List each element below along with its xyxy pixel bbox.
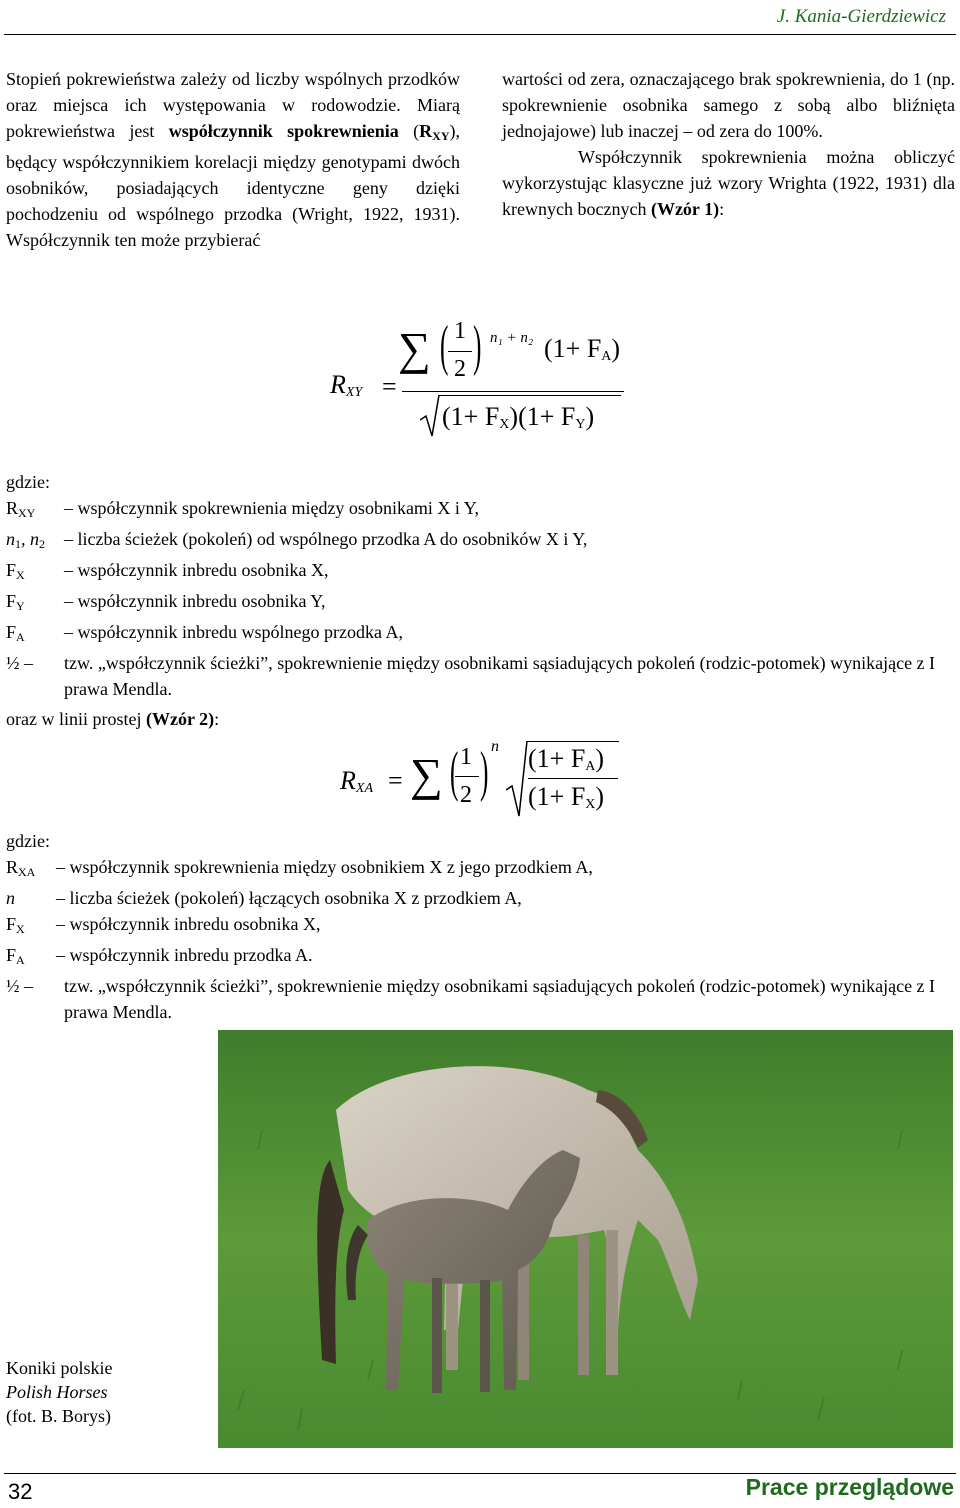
defs2-row-half: ½ – tzw. „współczynnik ścieżki”, spokrewnienie między osobnikami sąsiadujących pokoleń (rodzic-potomek) wynikające z I prawa Mendla. (6, 976, 936, 1022)
defs2-row-n: n – liczba ścieżek (pokoleń) łączących osobnika X z przodkiem A, (6, 888, 522, 908)
left-text-post: ), będący współczynnikiem korelacji między genotypami dwóch osobników, posiadających identyczne geny dzięki pochodzeniu od wspólnego przodka (Wright, 1922, 1931). Współczynnik ten może przybierać (6, 121, 461, 250)
f2-sqrt-icon (506, 740, 528, 818)
right-column (502, 66, 955, 222)
caption-line-1: Koniki polskie (6, 1358, 113, 1378)
section-title: Prace przeglądowe (745, 1474, 954, 1500)
photo-caption (6, 1356, 113, 1428)
right-paragraph-2: Współczynnik spokrewnienia można obliczyć wykorzystując klasyczne już wzory Wrighta (1922, 1931) dla krewnych bocznych (Wzór 1): (502, 147, 955, 219)
f2-sqrt-bar (527, 741, 619, 742)
f2-exponent: n (491, 738, 499, 755)
header-rule (4, 34, 956, 35)
defs2-row-fx: $F_X$ – współczynnik inbredu osobnika X, (6, 914, 321, 936)
f1-sqrt-bar (439, 395, 621, 396)
caption-line-3: (fot. B. Borys) (6, 1406, 111, 1426)
f1-fraction-bar (402, 391, 624, 392)
term-bold: współczynnik spokrewnienia (168, 121, 399, 141)
formula2-intro: oraz w linii prostej (Wzór 2): (6, 709, 220, 729)
f2-paren-open: ( (450, 741, 459, 803)
f1-paren-open: ( (440, 315, 449, 377)
f2-lhs: $R_{XA}$ (340, 766, 373, 796)
defs2-row-rxa: $R_{XA}$ – współczynnik spokrewnienia między osobnikiem X z jego przodkiem A, (6, 857, 593, 879)
f2-two: 2 (460, 782, 472, 808)
f1-numerator: $(1+ F_A)$ (544, 334, 621, 364)
page-number: 32 (8, 1479, 33, 1504)
f1-sigma: ∑ (398, 323, 431, 374)
left-text-pre: Stopień pokrewieństwa zależy od liczby wspólnych przodków oraz miejsca ich występowania w rodowodzie. Miarą pokrewieństwa jest (6, 69, 460, 141)
f1-lhs: $R_{XY}$ (330, 370, 363, 400)
formula-1 (330, 315, 650, 438)
rxy-bold: $R_{XY}$ (419, 121, 450, 143)
horses-photo (218, 1030, 953, 1448)
running-header-author: J. Kania-Gierdziewicz (776, 6, 946, 27)
f2-half-bar (455, 776, 479, 777)
definitions-2 (6, 828, 956, 1025)
f1-half-bar (448, 351, 472, 352)
defs1-row-rxy: $R_{XY}$ – współczynnik spokrewnienia między osobnikami X i Y, (6, 498, 479, 520)
definitions-1 (6, 469, 956, 702)
f2-equals: = (388, 766, 403, 795)
f1-sqrt-icon (420, 394, 440, 438)
f2-one: 1 (460, 744, 472, 770)
f1-paren-close: ) (473, 315, 482, 377)
caption-line-2: Polish Horses (6, 1382, 108, 1402)
f2-fraction-bar (528, 778, 618, 779)
f2-numerator: $(1+ F_A)$ (528, 744, 605, 774)
f1-one: 1 (454, 318, 466, 344)
f2-denominator: $(1+ F_X)$ (528, 782, 605, 812)
defs1-row-fa: $F_A$ – współczynnik inbredu wspólnego przodka A, (6, 622, 403, 644)
f1-exponent: n₁ + n₂ (490, 330, 534, 346)
right-paragraph-1: wartości od zera, oznaczającego brak spokrewnienia, do 1 (np. spokrewnienie osobnika samego z sobą albo bliźnięta jednojajowe) lub inaczej – od zera do 100%. (502, 69, 955, 141)
f2-sigma: ∑ (410, 749, 443, 800)
formula-2 (340, 736, 640, 826)
f1-two: 2 (454, 356, 466, 382)
defs1-row-n: $n_1$, $n_2$ – liczba ścieżek (pokoleń) od wspólnego przodka A do osobników X i Y, (6, 529, 588, 551)
left-text-paren: ( (398, 121, 420, 141)
f2-paren-close: ) (480, 741, 489, 803)
defs1-gdzie: gdzie: (6, 472, 50, 492)
f1-equals: = (382, 372, 397, 401)
f1-denominator: $(1+ F_X)(1+ F_Y)$ (442, 402, 595, 432)
defs1-row-fx: $F_X$ – współczynnik inbredu osobnika X, (6, 560, 329, 582)
left-paragraph (6, 66, 460, 253)
defs1-row-half: ½ – tzw. „współczynnik ścieżki”, spokrewnienie między osobnikami sąsiadujących pokoleń (rodzic-potomek) wynikające z I prawa Mendla. (6, 653, 936, 699)
wzor1-ref: (Wzór 1) (650, 199, 720, 219)
left-column (6, 66, 460, 253)
defs2-gdzie: gdzie: (6, 831, 50, 851)
wzor2-ref: (Wzór 2) (145, 709, 215, 729)
defs1-row-fy: $F_Y$ – współczynnik inbredu osobnika Y, (6, 591, 326, 613)
defs2-row-fa: $F_A$ – współczynnik inbredu przodka A. (6, 945, 313, 967)
horses-illustration (218, 1030, 953, 1448)
